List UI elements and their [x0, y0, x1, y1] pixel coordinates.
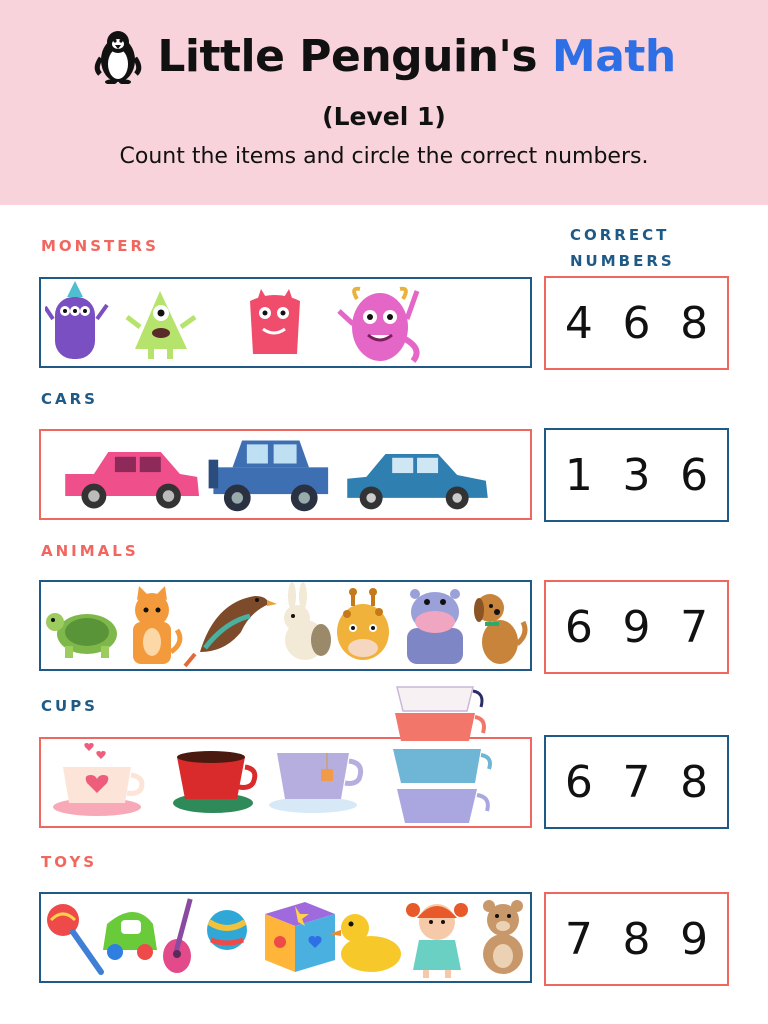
title-accent: Math: [551, 30, 676, 82]
cars-items-box: [39, 429, 532, 520]
purple-monster-icon: [45, 281, 107, 359]
stacked-cups-top-icon: [387, 683, 487, 743]
cups-number-choices[interactable]: [544, 735, 729, 829]
teddy-bear-icon: [483, 900, 523, 974]
animals-items-box: [39, 580, 532, 671]
pink-horned-monster-icon: [339, 289, 417, 361]
penguin-icon: [92, 28, 144, 84]
toys-choice-3[interactable]: 9: [680, 913, 709, 965]
section-label-cups: CUPS: [41, 697, 98, 715]
cars-choice-1[interactable]: 1: [564, 449, 593, 501]
toys-choice-1[interactable]: 7: [564, 913, 593, 965]
green-monster-icon: [127, 291, 195, 359]
lavender-teacup-icon: [269, 753, 361, 813]
monsters-picture: [45, 279, 530, 366]
blue-sedan-icon: [347, 454, 488, 509]
toys-picture: [45, 894, 530, 981]
monsters-number-choices[interactable]: [544, 276, 729, 370]
monsters-items-box: [39, 277, 532, 368]
correct-heading-line1: CORRECT: [570, 226, 670, 244]
rabbit-icon: [284, 582, 331, 660]
ball-icon: [207, 910, 247, 950]
section-label-cars: CARS: [41, 390, 98, 408]
level-label: (Level 1): [322, 102, 446, 131]
animals-choice-2[interactable]: 9: [622, 601, 651, 653]
cars-choice-3[interactable]: 6: [680, 449, 709, 501]
title-row: [0, 28, 768, 84]
toys-number-choices[interactable]: [544, 892, 729, 986]
pink-car-icon: [65, 452, 199, 508]
pink-monster-icon: [250, 289, 300, 354]
cars-picture: [45, 431, 530, 518]
monsters-choice-2[interactable]: 6: [622, 297, 651, 349]
red-teacup-icon: [173, 751, 255, 813]
stacked-cups-icon: [393, 749, 490, 823]
cups-choice-1[interactable]: 6: [564, 756, 593, 808]
cars-choice-2[interactable]: 3: [622, 449, 651, 501]
heart-teacup-icon: [53, 743, 142, 816]
toy-block-icon: [265, 902, 335, 972]
cat-icon: [133, 586, 180, 664]
toys-items-box: [39, 892, 532, 983]
animals-number-choices[interactable]: [544, 580, 729, 674]
cups-items-box: [39, 737, 532, 828]
header-banner: [0, 0, 768, 205]
page-title: [157, 31, 675, 82]
guitar-icon: [163, 898, 193, 973]
bird-icon: [185, 596, 277, 666]
title-main: Little Penguin's: [157, 30, 538, 82]
section-label-toys: TOYS: [41, 853, 98, 871]
monsters-choice-1[interactable]: 4: [564, 297, 593, 349]
cars-number-choices[interactable]: [544, 428, 729, 522]
instructions: Count the items and circle the correct numbers.: [119, 144, 649, 169]
rattle-icon: [47, 904, 101, 972]
giraffe-icon: [337, 588, 389, 660]
cups-choice-2[interactable]: 7: [622, 756, 651, 808]
toy-car-icon: [103, 912, 157, 960]
cups-choice-3[interactable]: 8: [680, 756, 709, 808]
turtle-icon: [46, 613, 117, 658]
doll-icon: [406, 903, 468, 978]
animals-choice-3[interactable]: 7: [680, 601, 709, 653]
dog-icon: [474, 594, 525, 664]
monsters-choice-3[interactable]: 8: [680, 297, 709, 349]
section-label-monsters: MONSTERS: [41, 237, 159, 255]
animals-choice-1[interactable]: 6: [564, 601, 593, 653]
correct-numbers-heading: [570, 222, 700, 274]
section-label-animals: ANIMALS: [41, 542, 139, 560]
rubber-duck-icon: [329, 914, 401, 972]
animals-picture: [45, 582, 530, 669]
correct-heading-line2: NUMBERS: [570, 252, 675, 270]
hippo-icon: [407, 589, 463, 664]
cups-picture: [45, 739, 530, 826]
blue-jeep-icon: [209, 441, 329, 512]
toys-choice-2[interactable]: 8: [622, 913, 651, 965]
